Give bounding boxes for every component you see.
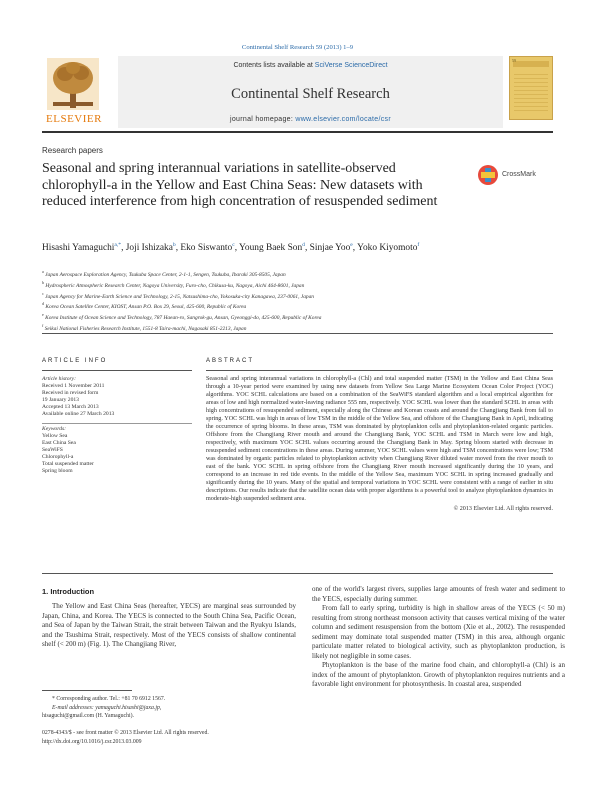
affiliation-list (42, 268, 522, 333)
corresponding-author-footnote: * Corresponding author. Tel.: +81 70 6912 1567. E-mail addresses: yamaguchi.hisashi@jaxa.jp, hisaguchi@gmail.com (H. Yamaguchi). (42, 696, 166, 720)
journal-cover-thumbnail (509, 56, 553, 120)
keyword: Total suspended matter (42, 461, 94, 468)
journal-title: Continental Shelf Research (231, 86, 390, 102)
publisher-logo (42, 56, 104, 126)
keyword: East China Sea (42, 440, 76, 447)
keyword-list: Keywords: Yellow Sea East China Sea SeaWiFS Chlorophyll-a Total suspended matter Spring bloom (42, 426, 192, 475)
footnote-rule (42, 690, 132, 691)
affiliation-rule (42, 333, 553, 334)
author[interactable]: Hisashi Yamaguchi$^{a,*}$ (42, 242, 122, 254)
intro-right-column (312, 585, 565, 690)
affiliation: $^b$ Hydrospheric Atmospheric Research Center, Nagoya University, Furo-cho, Chikusa-ku, Nagoya, Aichi 464-8601, Japan (42, 279, 305, 289)
intro-paragraph: From fall to early spring, turbidity is high in shallow areas of the YECS (< 50 m) resulting from strong northeast monsoon activity that causes vertical mixing of the water column and sediment resuspension from the bottom (Xie et al., 2002). The resuspended sediment may dominate total suspended matter (TSM) in this area, although organic particulate matter related to biological activity, such as phytoplankton production, is likely not negligible in some cases. (312, 604, 565, 660)
elsevier-tree-icon (47, 58, 99, 110)
author[interactable]: Sinjae Yoo$^e$ (309, 242, 353, 254)
article-title: Seasonal and spring interannual variations in satellite-observed chlorophyll-a in the Yellow and East China Seas: New datasets with reduced interference from high concentration of resuspended sediment (42, 161, 438, 209)
cover-number: 59 (512, 58, 516, 63)
section-type: Research papers (42, 146, 103, 155)
author[interactable]: Eko Siswanto$^c$ (180, 242, 235, 254)
crossmark-icon (478, 165, 498, 185)
abstract (206, 358, 563, 512)
affiliation: $^a$ Japan Aerospace Exploration Agency, Tsukuba Space Center, 2-1-1, Sengen, Tsukuba, Ibaraki 305-8505, Japan (42, 269, 286, 278)
affiliation: $^c$ Japan Agency for Marine-Earth Science and Technology, 2-15, Natsushima-cho, Yokosuka-city Kanagawa, 237-0061, Japan (42, 290, 314, 300)
abstract-text: Seasonal and spring interannual variations in chlorophyll-a (Chl) and total suspended matter (TSM) in the Yellow and East China Seas through a 10-year period were examined by using new datasets from Yellow Sea Large Marine Ecosystem Ocean Color Project (YOC) algorithms. YOC SCHL calculations are based on a combination of the SeaWiFS standard algorithm and a local empirical algorithm for areas of low and high normalized water-leaving radiance 555 nm, respectively. YOC SCHL was lower than the standard SCHL in areas with high concentrations of resuspended sediment, especially along the Chinese and Korean coasts and around the Changjiang Bank from fall to spring. YOC SCHL was high in areas of low TSM in the middle of the Yellow Sea, and offshore of the Changjiang Bank in April, indicating the occurrence of spring blooms. In these areas, TSM was dominated by phytoplankton cells and phytoplankton-related organic particles. Offshore from the Changjiang River mouth and around the Changjiang Bank, YOC SCHL and TSM in March were low and high, respectively, with maximum YOC SCHL values occurring around the Changjiang Bank in May. Spring bloom started with decrease in resuspended sediment concentrations in these areas. During summer, YOC SCHL values were high and TSM concentrations were low; TSM was dominated by organic particles related to phytoplankton activity when Changjiang River diluted water moved from the river mouth to east of the bank. YOC SCHL in spring offshore from the Changjiang River mouth increased significantly during the 10 years, and correspond to an increase in red tide events. In the middle of the Yellow Sea, maximum YOC SCHL in spring increased gradually and significantly during the 10 years. Many of the spatial and temporal variations in YOC SCHL were consistent with a range of earlier in situ descriptions. Our results indicate that the satellite ocean data with proper algorithms is a powerful tool to analyze phytoplankton dynamics in moderate-high suspended sediment area. (206, 375, 553, 503)
affiliation: $^f$ Seikai National Fisheries Research Institute, 1551-8 Taira-machi, Nagasaki 851-2213, Japan (42, 322, 247, 332)
author[interactable]: Joji Ishizaka$^b$ (125, 242, 176, 254)
crossmark-label: CrossMark (502, 171, 536, 178)
homepage-prefix: journal homepage: (230, 116, 296, 123)
article-history: Article history: Received 1 November 2011 Received in revised form 19 January 2013 Accepted 13 March 2013 Available online 27 March 2013 (42, 375, 115, 417)
homepage-link[interactable]: www.elsevier.com/locate/csr (295, 116, 391, 123)
keyword: Chlorophyll-a (42, 454, 74, 461)
keyword: SeaWiFS (42, 447, 63, 454)
publisher-name: ELSEVIER (46, 113, 102, 125)
doi-link[interactable]: http://dx.doi.org/10.1016/j.csr.2013.03.009 (42, 738, 142, 745)
contents-line (118, 62, 503, 69)
intro-paragraph: one of the world's largest rivers, supplies large amounts of fresh water and sediment to the YECS, especially during summer. (312, 585, 565, 603)
section-heading: 1. Introduction (42, 587, 95, 596)
journal-banner (118, 56, 503, 128)
article-info-heading: ARTICLE INFO (42, 358, 108, 364)
journal-masthead (42, 56, 553, 128)
intro-paragraph: Phytoplankton is the base of the marine food chain, and chlorophyll-a (Chl) is an index of the amount of phytoplankton. Growth of phytoplankton requires nutrients and a favorable light environment for photosynthesis. In coastal area, suspended (312, 661, 565, 688)
journal-homepage (118, 116, 503, 123)
author[interactable]: Yoko Kiyomoto$^f$ (357, 242, 420, 254)
crossmark-badge[interactable] (478, 165, 548, 195)
affiliation: $^e$ Korea Institute of Ocean Science and Technology, 787 Haean-ro, Sangrok-gu, Ansan, Gyeonggi-do, 425-600, Republic of Korea (42, 312, 322, 321)
intro-paragraph: The Yellow and East China Seas (hereafter, YECS) are marginal seas surrounded by Japan, China, and Korea. The YECS is connected to the South China Sea, Pacific Ocean, and Sea of Japan by the Taiwan Strait, the strait between Taiwan and the Ryukyu Islands, and the Tsushima Strait, respectively. Most of the YECS consists of shallow continental shelf (< 200 m) (Fig. 1). The Changjiang River, (42, 602, 296, 648)
issn-line: 0278-4343/$ - see front matter © 2013 Elsevier Ltd. All rights reserved. (42, 730, 209, 736)
masthead-rule (42, 131, 553, 133)
issn-doi (42, 729, 342, 746)
running-header: Continental Shelf Research 59 (2013) 1–9 (241, 44, 354, 51)
author[interactable]: Young Baek Son$^d$ (239, 242, 305, 254)
author-list: Hisashi Yamaguchi$^{a,*}$, Joji Ishizaka$^b$, Eko Siswanto$^c$, Young Baek Son$^d$, Sinjae Yoo$^e$, Yoko Kiyomoto$^f$ (42, 242, 420, 254)
keyword: Spring bloom (42, 468, 73, 475)
copyright: © 2013 Elsevier Ltd. All rights reserved. (453, 506, 553, 513)
abstract-heading: ABSTRACT (206, 358, 255, 364)
keyword: Yellow Sea (42, 433, 68, 440)
article-info (42, 358, 192, 475)
abstract-rule (42, 573, 553, 574)
affiliation: $^d$ Korea Ocean Satellite Center, KIOST, Ansan P.O. Box 29, Seoul, 425-600, Republic of Korea (42, 301, 247, 311)
contents-prefix: Contents lists available at (233, 62, 315, 69)
sciencedirect-link[interactable]: SciVerse ScienceDirect (314, 62, 388, 69)
